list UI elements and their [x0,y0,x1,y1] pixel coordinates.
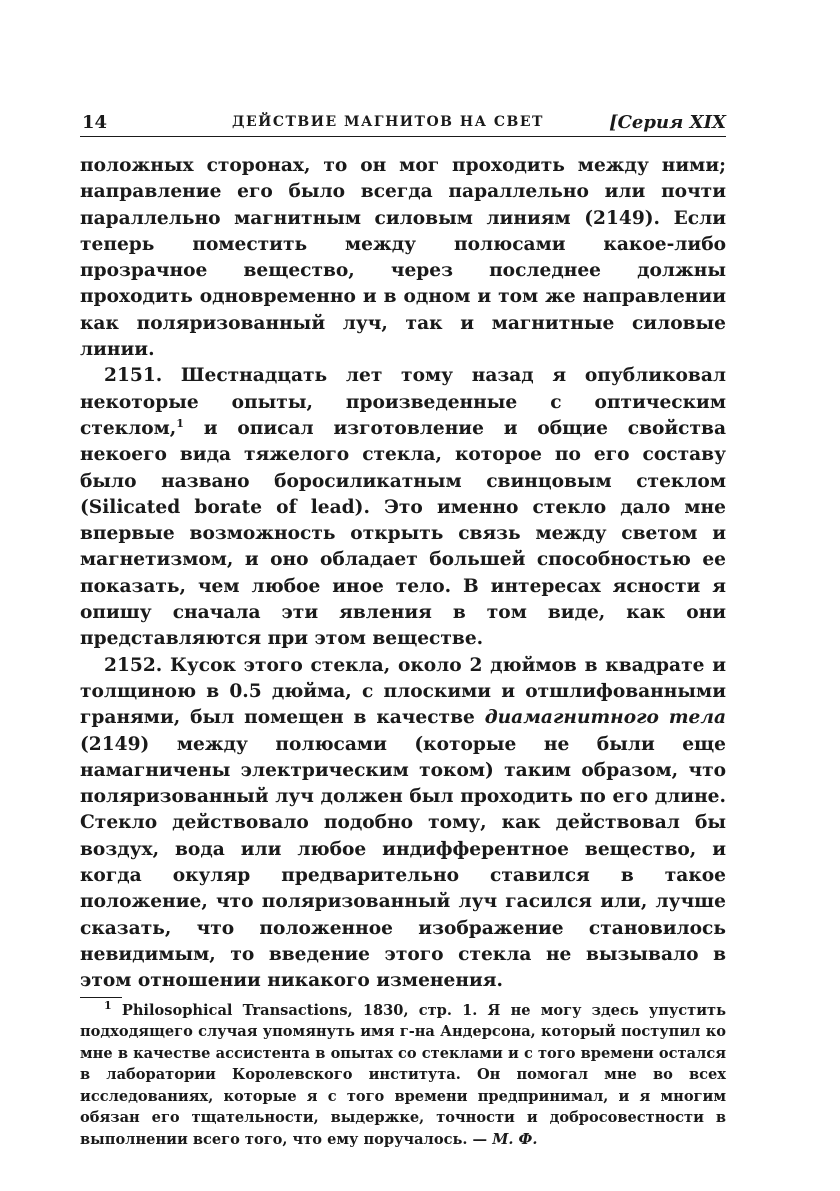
footnote-divider [80,997,122,998]
footnote-reference[interactable]: 1 [176,416,184,430]
paragraph-text: 2152. Кусок этого стекла, около 2 дюймов в квадрате и толщиною в 0.5 дюйма, с плоскими и отшлифованными гранями, был помещен в качестве [80,654,726,729]
paragraph-2151 [80,363,726,652]
paragraph-text: положных сторонах, то он мог проходить между ними; направление его было всегда параллельно или почти параллельно магнитным силовым линиям (2149). Если теперь поместить между полюсами какое-либо прозрачное вещество, через последнее должны проходить одновременно и в одном и том же направлении как поляризованный луч, так и магнитные силовые линии. [80,155,726,361]
running-title: ДЕЙСТВИЕ МАГНИТОВ НА СВЕТ [232,114,544,130]
body-text [80,153,726,995]
book-page [80,108,726,1151]
paragraph-continuation [80,153,726,363]
series-label: [Серия XIX [609,112,726,133]
footnote [80,1000,726,1151]
paragraph-text: 2151. Шестнадцать лет тому назад я опубликовал некоторые опыты, произведенные с оптическим стеклом, [80,365,726,439]
page-number: 14 [82,112,108,133]
paragraph-text: (2149) между полюсами (которые не были еще намагничены электрическим током) таким образом, что поляризованный луч должен был проходить по его длине. Стекло действовало подобно тому, как действовал бы воздух, вода или любое индифферентное вещество, и когда окуляр предварительно ставился в такое положение, что поляризованный луч гасился или, лучше сказать, что положенное изображение становилось невидимым, то введение этого стекла не вызывало в этом отношении никакого изменения. [80,733,726,992]
footnote-signature: М. Ф. [492,1131,538,1149]
footnote-marker: 1 [104,998,112,1012]
italic-term: диамагнитного тела [484,707,726,729]
running-header [80,108,726,137]
footnote-text: Philosophical Transactions, 1830, стр. 1. Я не могу здесь упустить подходящего случая упомянуть имя г-на Андерсона, который поступил ко мне в качестве ассистента в опытах со стеклами и с того времени остался в лаборатории Королевского института. Он помогал мне во всех исследованиях, которые я с того времени предпринимал, и я многим обязан его тщательности, выдержке, точности и добросовестности в выполнении всего того, что ему поручалось. — [80,1001,726,1149]
paragraph-2152 [80,653,726,995]
paragraph-text: и описал изготовление и общие свойства некоего вида тяжелого стекла, которое по его составу было названо боросиликатным свинцовым стеклом (Silicated borate of lead). Это именно стекло дало мне впервые возможность открыть связь между светом и магнетизмом, и оно обладает большей способностью ее показать, чем любое иное тело. В интересах ясности я опишу сначала эти явления в том виде, как они представляются при этом веществе. [80,417,726,650]
